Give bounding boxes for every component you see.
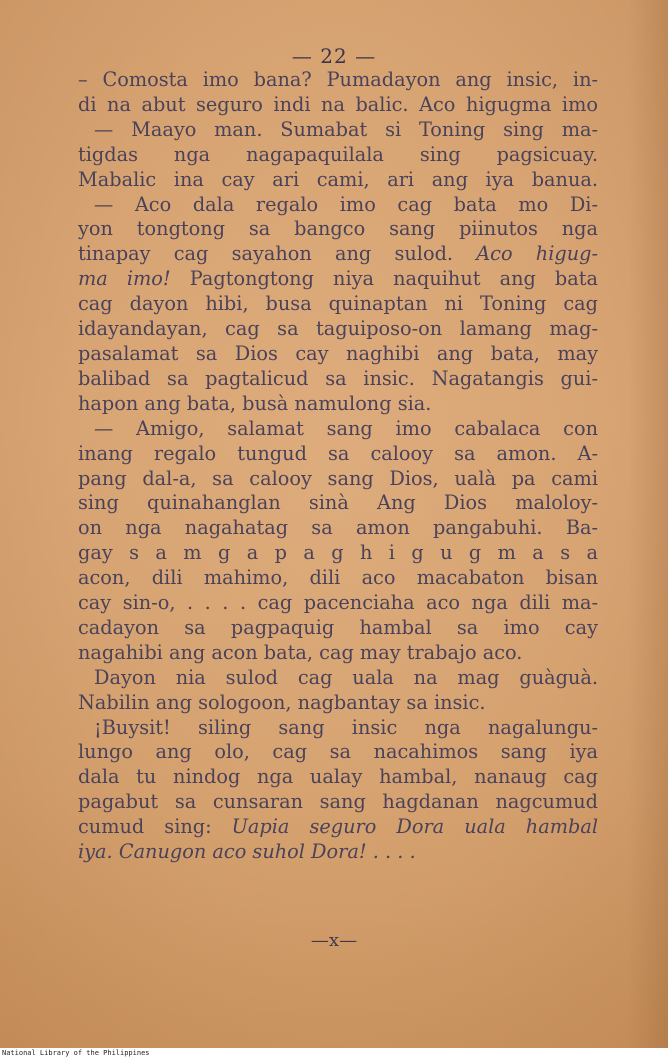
italic-phrase: iya. Canugon aco suhol Dora! . . . . xyxy=(78,840,416,864)
text-line: on nga nagahatag sa amon pangabuhi. Ba- xyxy=(78,516,598,540)
library-credit: National Library of the Philippines xyxy=(0,1048,668,1058)
text-line: cay sin-o, . . . . cag pacenciaha aco nga dili ma- xyxy=(78,591,598,615)
text-line: hapon ang bata, busà namulong sia. xyxy=(78,391,432,415)
italic-phrase: Uapia seguro Dora uala hambal xyxy=(231,815,598,839)
text-line: cadayon sa pagpaquig hambal sa imo cay xyxy=(78,615,598,639)
text-line: inang regalo tungud sa calooy sa amon. A- xyxy=(78,441,598,465)
text-line: tinapay cag sayahon ang sulod. Aco higug- xyxy=(78,242,598,266)
text-line: nagahibi ang acon bata, cag may trabajo aco. xyxy=(78,640,523,664)
text-line: cumud sing: Uapia seguro Dora uala hambal xyxy=(78,815,598,839)
italic-phrase: Aco higug- xyxy=(476,242,598,266)
text-line: — Maayo man. Sumabat si Toning sing ma- xyxy=(94,117,598,141)
text-line: Dayon nia sulod cag uala na mag guàguà. xyxy=(94,665,598,689)
text-line: dala tu nindog nga ualay hambal, nanaug cag xyxy=(78,765,598,789)
text-line: gay s a m g a p a g h i g u g m a s a xyxy=(78,541,598,565)
text-line xyxy=(78,840,598,865)
text-line: — Aco dala regalo imo cag bata mo Di- xyxy=(94,192,598,216)
text-line: pang dal-a, sa calooy sang Dios, ualà pa cami xyxy=(78,466,598,490)
text-line: Mabalic ina cay ari cami, ari ang iya banua. xyxy=(78,167,598,191)
text-line: Nabilin ang sologoon, nagbantay sa insic. xyxy=(78,690,486,714)
text-line: acon, dili mahimo, dili aco macabaton bisan xyxy=(78,566,598,590)
text-line: tigdas nga nagapaquilala sing pagsicuay. xyxy=(78,142,598,166)
text-line: ¡Buysit! siling sang insic nga nagalungu- xyxy=(94,715,598,739)
text-line: idayandayan, cag sa taguiposo-on lamang mag- xyxy=(78,317,598,341)
text-line: pasalamat sa Dios cay naghibi ang bata, may xyxy=(78,341,598,365)
text-line: sing quinahanglan sinà Ang Dios maloloy- xyxy=(78,491,598,515)
text-line: yon tongtong sa bangco sang piinutos nga xyxy=(78,217,598,241)
text-line: ma imo! Pagtongtong niya naquihut ang bata xyxy=(78,267,598,291)
italic-phrase: ma imo! xyxy=(78,267,171,291)
text-line: cag dayon hibi, busa quinaptan ni Toning cag xyxy=(78,292,598,316)
page-number: — 22 — xyxy=(291,44,377,68)
text-line: balibad sa pagtalicud sa insic. Nagatangis gui- xyxy=(78,366,598,390)
text-line: pagabut sa cunsaran sang hagdanan nagcumud xyxy=(78,790,598,814)
section-end-mark: —x— xyxy=(310,930,358,951)
page-body-text xyxy=(78,68,598,865)
text-line: – Comosta imo bana? Pumadayon ang insic, in- xyxy=(78,68,598,91)
text-line: — Amigo, salamat sang imo cabalaca con xyxy=(94,416,598,440)
text-line: di na abut seguro indi na balic. Aco higugma imo xyxy=(78,92,598,116)
text-line: lungo ang olo, cag sa nacahimos sang iya xyxy=(78,740,598,764)
